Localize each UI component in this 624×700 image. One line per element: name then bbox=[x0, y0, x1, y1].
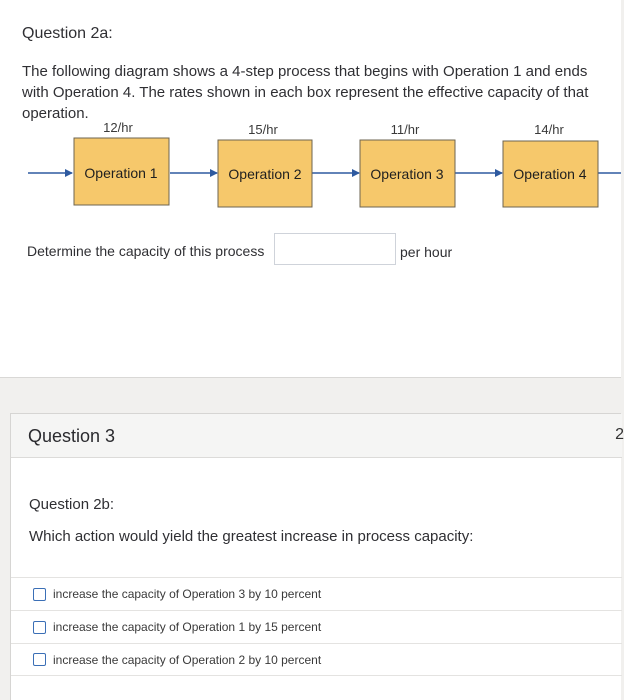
question-3-edge-glyph: 2 bbox=[615, 426, 624, 443]
question-3-panel bbox=[10, 413, 624, 700]
unit-label: per hour bbox=[400, 244, 453, 260]
option-2-label: increase the capacity of Operation 1 by 15 percent bbox=[53, 620, 322, 634]
capacity-answer-input[interactable] bbox=[274, 233, 396, 265]
question-2b-title: Question 2b: bbox=[29, 496, 115, 513]
option-3-checkbox[interactable] bbox=[33, 653, 46, 666]
operation-3-label: Operation 3 bbox=[370, 166, 444, 182]
rate-label-operation-4: 14/hr bbox=[534, 122, 564, 137]
option-1[interactable] bbox=[11, 577, 622, 610]
rate-label-operation-2: 15/hr bbox=[248, 122, 278, 137]
rate-label-operation-3: 11/hr bbox=[390, 122, 420, 137]
option-1-label: increase the capacity of Operation 3 by 10 percent bbox=[53, 587, 322, 601]
option-3[interactable] bbox=[11, 643, 622, 676]
panel-gap bbox=[0, 379, 621, 413]
operation-1-label: Operation 1 bbox=[84, 165, 158, 181]
question-2a-description: The following diagram shows a 4-step process that begins with Operation 1 and ends with Operation 4. The rates shown in each box represent the effective capacity of that operation. bbox=[22, 63, 589, 122]
question-3-header bbox=[11, 414, 622, 458]
option-1-checkbox[interactable] bbox=[33, 588, 46, 601]
question-2b-description: Which action would yield the greatest increase in process capacity: bbox=[29, 528, 474, 545]
operation-2-label: Operation 2 bbox=[228, 166, 302, 182]
capacity-prompt: Determine the capacity of this process bbox=[27, 243, 265, 259]
option-2-checkbox[interactable] bbox=[33, 621, 46, 634]
option-3-label: increase the capacity of Operation 2 by 10 percent bbox=[53, 652, 322, 667]
operation-4-label: Operation 4 bbox=[513, 166, 587, 182]
question-3-title: Question 3 bbox=[28, 426, 116, 446]
option-2[interactable] bbox=[11, 610, 622, 643]
question-2a-title: Question 2a: bbox=[22, 25, 113, 42]
process-diagram bbox=[0, 112, 621, 222]
rate-label-operation-1: 12/hr bbox=[103, 120, 133, 135]
